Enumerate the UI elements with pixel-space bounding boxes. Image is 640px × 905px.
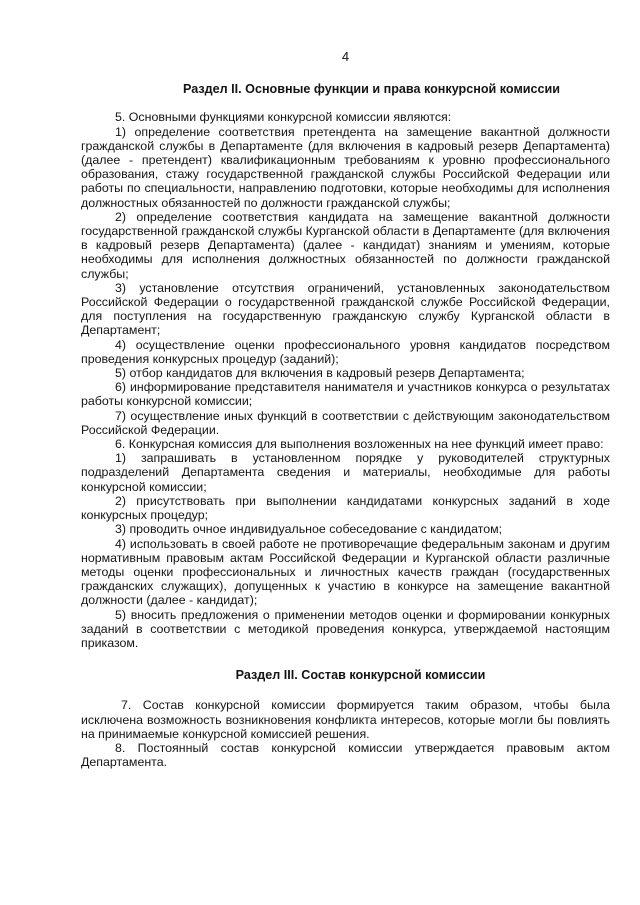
list-item-5-7: 7) осуществление иных функций в соответствии с действующим законодательством Российской Федерации. [81, 408, 610, 437]
list-item-6-3: 3) проводить очное индивидуальное собеседование с кандидатом; [115, 522, 503, 537]
list-item-5-6: 6) информирование представителя нанимателя и участников конкурса о результатах работы конкурсной комиссии; [81, 380, 610, 409]
section-2-title: Раздел II. Основные функции и права конкурсной комиссии [183, 82, 560, 97]
list-item-6-1: 1) запрашивать в установленном порядке у руководителей структурных подразделений Департамента сведения и материалы, необходимые для работы конкурсной комиссии; [81, 451, 610, 494]
list-item-6-4: 4) использовать в своей работе не противоречащие федеральным законам и другим нормативным правовым актам Российской Федерации и Курганской области различные методы оценки профессиональных и личностных качеств граждан (государственных гражданских служащих), допущенных к участию в конкурсе на замещение вакантной должности (далее - кандидат); [81, 536, 610, 608]
list-item-6-2: 2) присутствовать при выполнении кандидатами конкурсных заданий в ходе конкурсных процедур; [81, 493, 610, 523]
page-number: 4 [341, 49, 350, 64]
list-item-5-3: 3) установление отсутствия ограничений, установленных законодательством Российской Федерации о государственной гражданской службе Российской Федерации, для поступления на государственную гражданскую службу Курганской области в Департамент; [81, 280, 610, 338]
section-3-title: Раздел III. Состав конкурсной комиссии [235, 668, 486, 683]
list-item-5-4: 4) осуществление оценки профессионального уровня кандидатов посредством проведения конкурсных процедур (заданий); [81, 337, 610, 366]
paragraph-6: 6. Конкурсная комиссия для выполнения возложенных на нее функций имеет право: [115, 437, 604, 452]
list-item-6-5: 5) вносить предложения о применении методов оценки и формировании конкурных заданий в соответствии с методикой проведения конкурса, утверждаемой настоящим приказом. [81, 607, 610, 650]
paragraph-7: 7. Состав конкурсной комиссии формируется таким образом, чтобы была исключена возможность возникновения конфликта интересов, которые могли бы повлиять на принимаемые конкурсной комиссией решения. [81, 698, 610, 741]
paragraph-5: 5. Основными функциями конкурсной комиссии являются: [115, 110, 452, 125]
list-item-5-2: 2) определение соответствия кандидата на замещение вакантной должности государственной гражданской службы Курганской области в Департаменте (для включения в кадровый резерв Департамента) (далее - кандидат) знаниям и умениям, которые необходимы для исполнения должностных обязанностей по должности гражданской службы; [81, 209, 610, 281]
paragraph-8: 8. Постоянный состав конкурсной комиссии утверждается правовым актом Департамента. [81, 740, 610, 770]
list-item-5-5: 5) отбор кандидатов для включения в кадровый резерв Департамента; [115, 366, 525, 381]
list-item-5-1: 1) определение соответствия претендента на замещение вакантной должности гражданской службы в Департаменте (для включения в кадровый резерв Департамента) (далее - претендент) квалификационным требованиям к уровню профессионального образования, стажу государственной гражданской службы Российской Федерации или работы по специальности, направлению подготовки, которые необходимы для исполнения должностных обязанностей по должности гражданской службы; [81, 124, 610, 210]
